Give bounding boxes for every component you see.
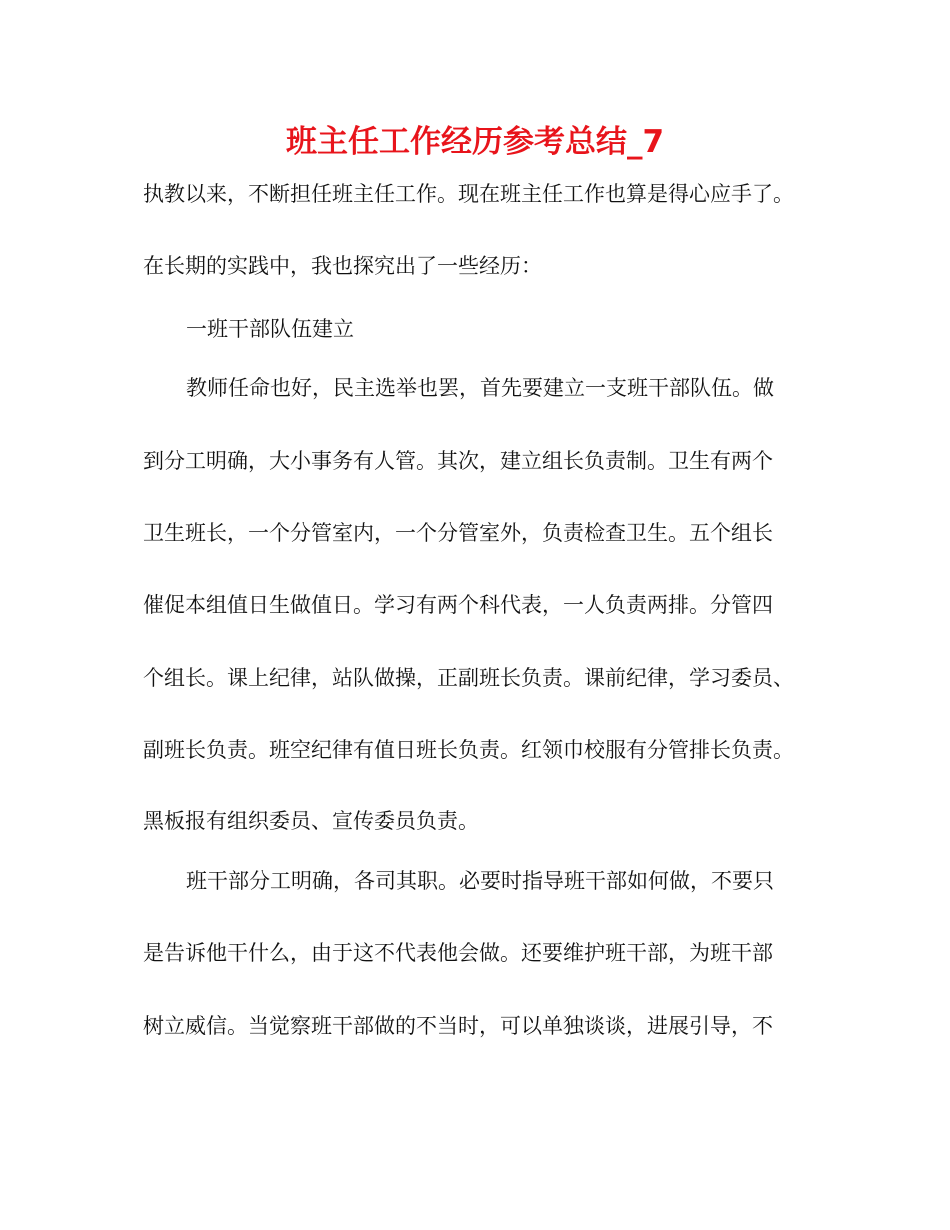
paragraph-line: 卫生班长，一个分管室内，一个分管室外，负责检查卫生。五个组长 [143, 521, 773, 545]
paragraph-line: 教师任命也好，民主选举也罢，首先要建立一支班干部队伍。做 [186, 376, 774, 400]
paragraph-line: 是告诉他干什么，由于这不代表他会做。还要维护班干部，为班干部 [143, 941, 773, 965]
paragraph-line: 个组长。课上纪律，站队做操，正副班长负责。课前纪律，学习委员、 [143, 666, 794, 690]
paragraph-line: 在长期的实践中，我也探究出了一些经历： [143, 254, 542, 278]
paragraph-line: 副班长负责。班空纪律有值日班长负责。红领巾校服有分管排长负责。 [143, 738, 794, 762]
paragraph-line: 班干部分工明确，各司其职。必要时指导班干部如何做，不要只 [186, 869, 774, 893]
section-heading: 一班干部队伍建立 [186, 317, 354, 341]
paragraph-line: 黑板报有组织委员、宣传委员负责。 [143, 809, 479, 833]
paragraph-line: 执教以来，不断担任班主任工作。现在班主任工作也算是得心应手了。 [143, 182, 794, 206]
document-title: 班主任工作经历参考总结_7 [285, 124, 665, 160]
paragraph-line: 树立威信。当觉察班干部做的不当时，可以单独谈谈，进展引导，不 [143, 1014, 773, 1038]
paragraph-line: 到分工明确，大小事务有人管。其次，建立组长负责制。卫生有两个 [143, 449, 773, 473]
paragraph-line: 催促本组值日生做值日。学习有两个科代表，一人负责两排。分管四 [143, 593, 773, 617]
